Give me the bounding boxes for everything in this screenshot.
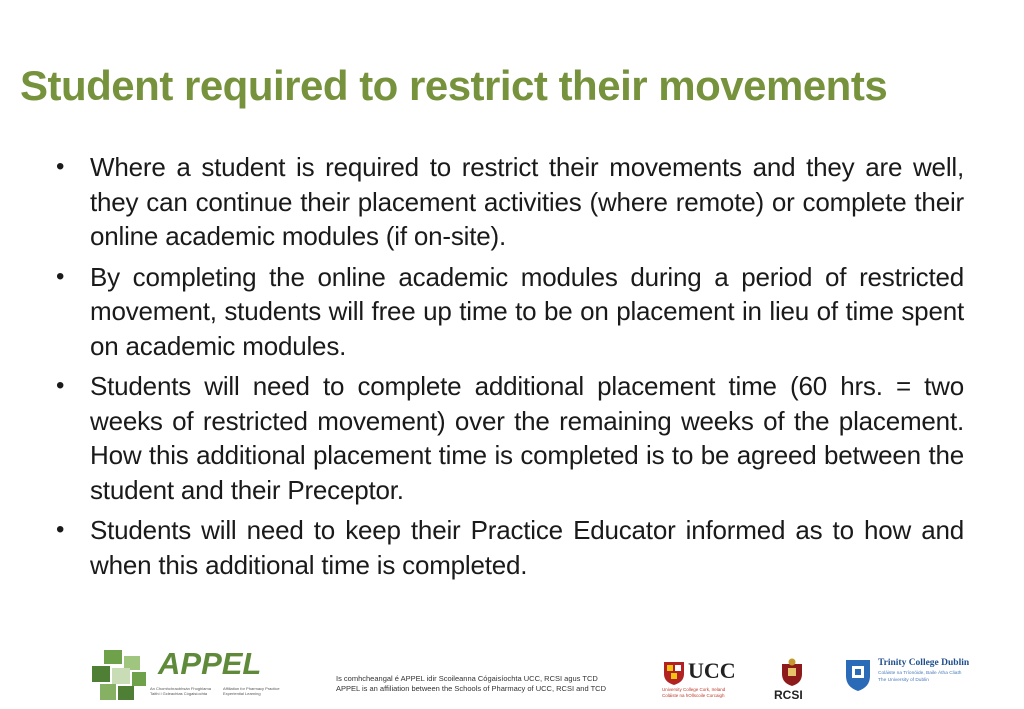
rcsi-wordmark: RCSI bbox=[774, 688, 803, 702]
tcd-logo bbox=[844, 658, 984, 706]
tcd-subtitle bbox=[878, 671, 982, 684]
appel-wordmark: APPEL bbox=[158, 646, 262, 681]
ucc-sub-english: University College Cork, Ireland bbox=[662, 687, 726, 692]
slide-title: Student required to restrict their movements bbox=[20, 62, 888, 109]
tcd-sub-english: The University of Dublin bbox=[878, 677, 929, 683]
affiliation-text bbox=[336, 674, 646, 694]
footer bbox=[0, 640, 1024, 709]
bullet-item: • Students will need to keep their Practice Educator informed as to how and when this additional time is completed. bbox=[56, 513, 964, 582]
appel-logo bbox=[88, 648, 288, 706]
appel-sub-english: Affiliation for Pharmacy Practice Experiential Learning bbox=[223, 686, 280, 696]
tcd-wordmark: Trinity College Dublin bbox=[878, 658, 970, 668]
bullet-item: • By completing the online academic modules during a period of restricted movement, students will free up time to be on placement in lieu of time spent on academic modules. bbox=[56, 260, 964, 364]
ucc-logo bbox=[662, 658, 738, 706]
ucc-wordmark: UCC bbox=[688, 658, 736, 683]
ucc-subtitle bbox=[662, 687, 738, 699]
ucc-crest-icon bbox=[662, 660, 686, 686]
ucc-sub-irish: Coláiste na hOllscoile Corcaigh bbox=[662, 693, 725, 698]
tcd-sub-irish: Coláiste na Tríonóide, Baile Átha Cliath bbox=[878, 671, 962, 676]
appel-subtitle bbox=[150, 686, 285, 696]
rcsi-logo bbox=[772, 658, 812, 706]
bullet-item: • Where a student is required to restrict their movements and they are well, they can continue their placement activities (where remote) or complete their online academic modules (if on-site). bbox=[56, 150, 964, 254]
appel-cube-icon bbox=[88, 648, 150, 704]
affiliation-english: APPEL is an affiliation between the Schools of Pharmacy of UCC, RCSI and TCD bbox=[336, 684, 606, 693]
tcd-crest-icon bbox=[844, 658, 872, 692]
rcsi-crest-icon bbox=[778, 658, 806, 688]
bullet-list bbox=[56, 150, 964, 588]
appel-sub-irish: An Chomhchraobhsán Fhoghlama Taithí i Gcleachtas Cógaisíochta bbox=[150, 686, 211, 696]
affiliation-irish: Is comhcheangal é APPEL idir Scoileanna Cógaisíochta UCC, RCSI agus TCD bbox=[336, 674, 598, 683]
bullet-item: • Students will need to complete additional placement time (60 hrs. = two weeks of restricted movement) over the remaining weeks of the placement. How this additional placement time is completed is to be agreed between the student and their Preceptor. bbox=[56, 369, 964, 507]
